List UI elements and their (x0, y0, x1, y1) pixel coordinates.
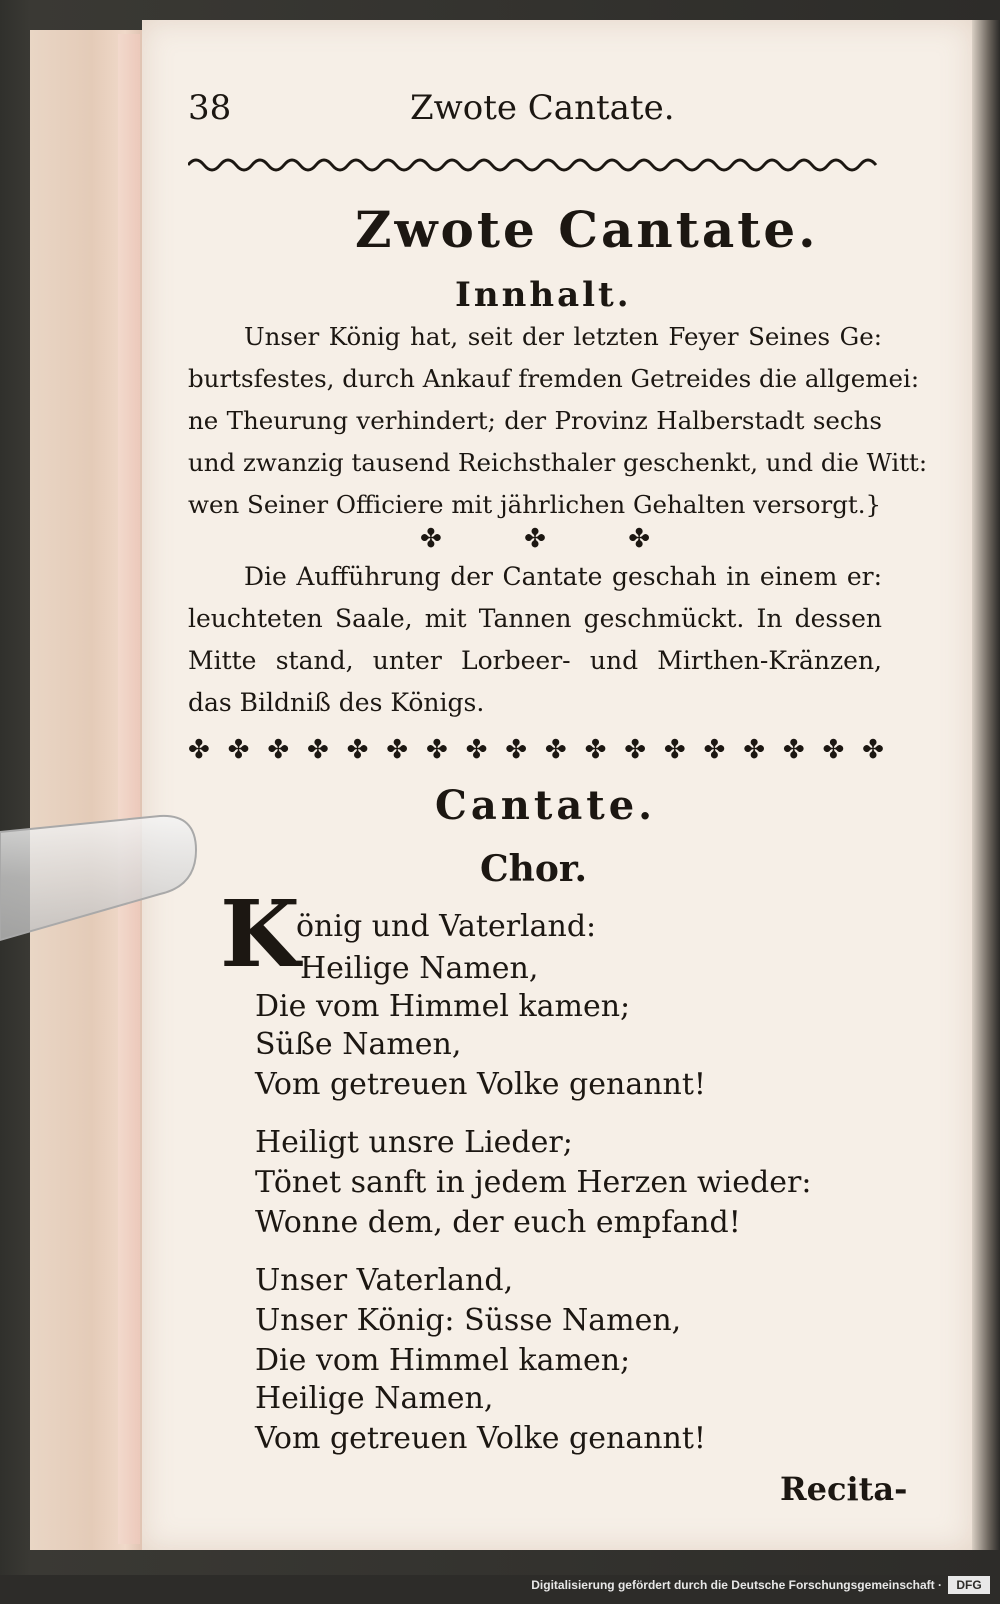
drop-cap: K (220, 880, 300, 988)
verse-line: Vom getreuen Volke genannt! (255, 1421, 706, 1456)
verse-line: Unser König: Süsse Namen, (255, 1303, 682, 1338)
flower-rule (188, 735, 884, 765)
flower-icon: ✤ (822, 735, 845, 765)
flower-icon: ✤ (663, 735, 686, 765)
flower-icon: ✤ (267, 735, 290, 765)
paragraph-line: ne Theurung verhindert; der Provinz Halberstadt sechs (188, 406, 882, 435)
verse-line: Die vom Himmel kamen; (255, 1343, 631, 1378)
footer-credit: Digitalisierung gefördert durch die Deutsche Forschungsgemeinschaft · (531, 1578, 942, 1592)
paragraph-line: und zwanzig tausend Reichsthaler geschenkt, und die Witt: (188, 448, 928, 477)
flower-icon: ✤ (782, 735, 805, 765)
verse-line: Heilige Namen, (255, 1381, 494, 1416)
flower-icon: ✤ (624, 735, 647, 765)
flower-icon: ✤ (743, 735, 765, 765)
verse-line: Süße Namen, (255, 1027, 462, 1062)
paragraph-line: Mitte stand, unter Lorbeer- und Mirthen-Kränzen, (188, 646, 882, 675)
verse-line: Heilige Namen, (300, 951, 539, 986)
paragraph-line: wen Seiner Officiere mit jährlichen Gehalten versorgt.} (188, 490, 882, 519)
running-head: Zwote Cantate. (410, 88, 675, 128)
ornament-row (420, 524, 650, 554)
flower-icon: ✤ (862, 735, 884, 765)
paragraph-line: leuchteten Saale, mit Tannen geschmückt. In dessen (188, 604, 882, 633)
plastic-page-holder (0, 810, 200, 950)
flower-icon: ✤ (425, 735, 448, 765)
flower-icon: ✤ (306, 735, 329, 765)
paragraph-line: das Bildniß des Königs. (188, 688, 485, 717)
main-title: Zwote Cantate. (355, 200, 819, 259)
flower-icon: ✤ (584, 735, 607, 765)
flower-icon: ✤ (346, 735, 369, 765)
cantata-title: Cantate. (435, 782, 657, 829)
chor-title: Chor. (480, 848, 588, 890)
verse-line: Unser Vaterland, (255, 1263, 514, 1298)
verse-line: Tönet sanft in jedem Herzen wieder: (255, 1165, 812, 1200)
verse-line: Vom getreuen Volke genannt! (255, 1067, 706, 1102)
verse-line: Die vom Himmel kamen; (255, 989, 631, 1024)
verse-line: Heiligt unsre Lieder; (255, 1125, 573, 1160)
page-edge-strip (118, 34, 140, 1544)
flower-icon: ✤ (505, 735, 528, 765)
flower-icon: ✤ (188, 735, 210, 765)
paragraph-line: burtsfestes, durch Ankauf fremden Getreides die allgemei: (188, 364, 920, 393)
catchword: Recita- (780, 1470, 908, 1508)
flower-icon: ✤ (703, 735, 726, 765)
paragraph-line: Die Aufführung der Cantate geschah in einem er: (244, 562, 882, 591)
flower-icon: ✤ (465, 735, 488, 765)
ornament-icon: ✤ (524, 524, 546, 554)
page-number: 38 (188, 88, 232, 128)
summary-paragraph (188, 316, 928, 526)
page-right-edge (972, 20, 1000, 1550)
performance-paragraph (188, 556, 882, 724)
dfg-logo: DFG (948, 1576, 990, 1594)
ornament-icon: ✤ (628, 524, 650, 554)
flower-icon: ✤ (386, 735, 409, 765)
subtitle: Innhalt. (455, 275, 632, 315)
flower-icon: ✤ (544, 735, 567, 765)
flower-icon: ✤ (227, 735, 250, 765)
verse-line: Wonne dem, der euch empfand! (255, 1205, 741, 1240)
ornament-icon: ✤ (420, 524, 442, 554)
verse-line: önig und Vaterland: (296, 909, 597, 944)
wavy-rule (188, 155, 878, 175)
paragraph-line: Unser König hat, seit der letzten Feyer Seines Ge: (244, 322, 882, 351)
